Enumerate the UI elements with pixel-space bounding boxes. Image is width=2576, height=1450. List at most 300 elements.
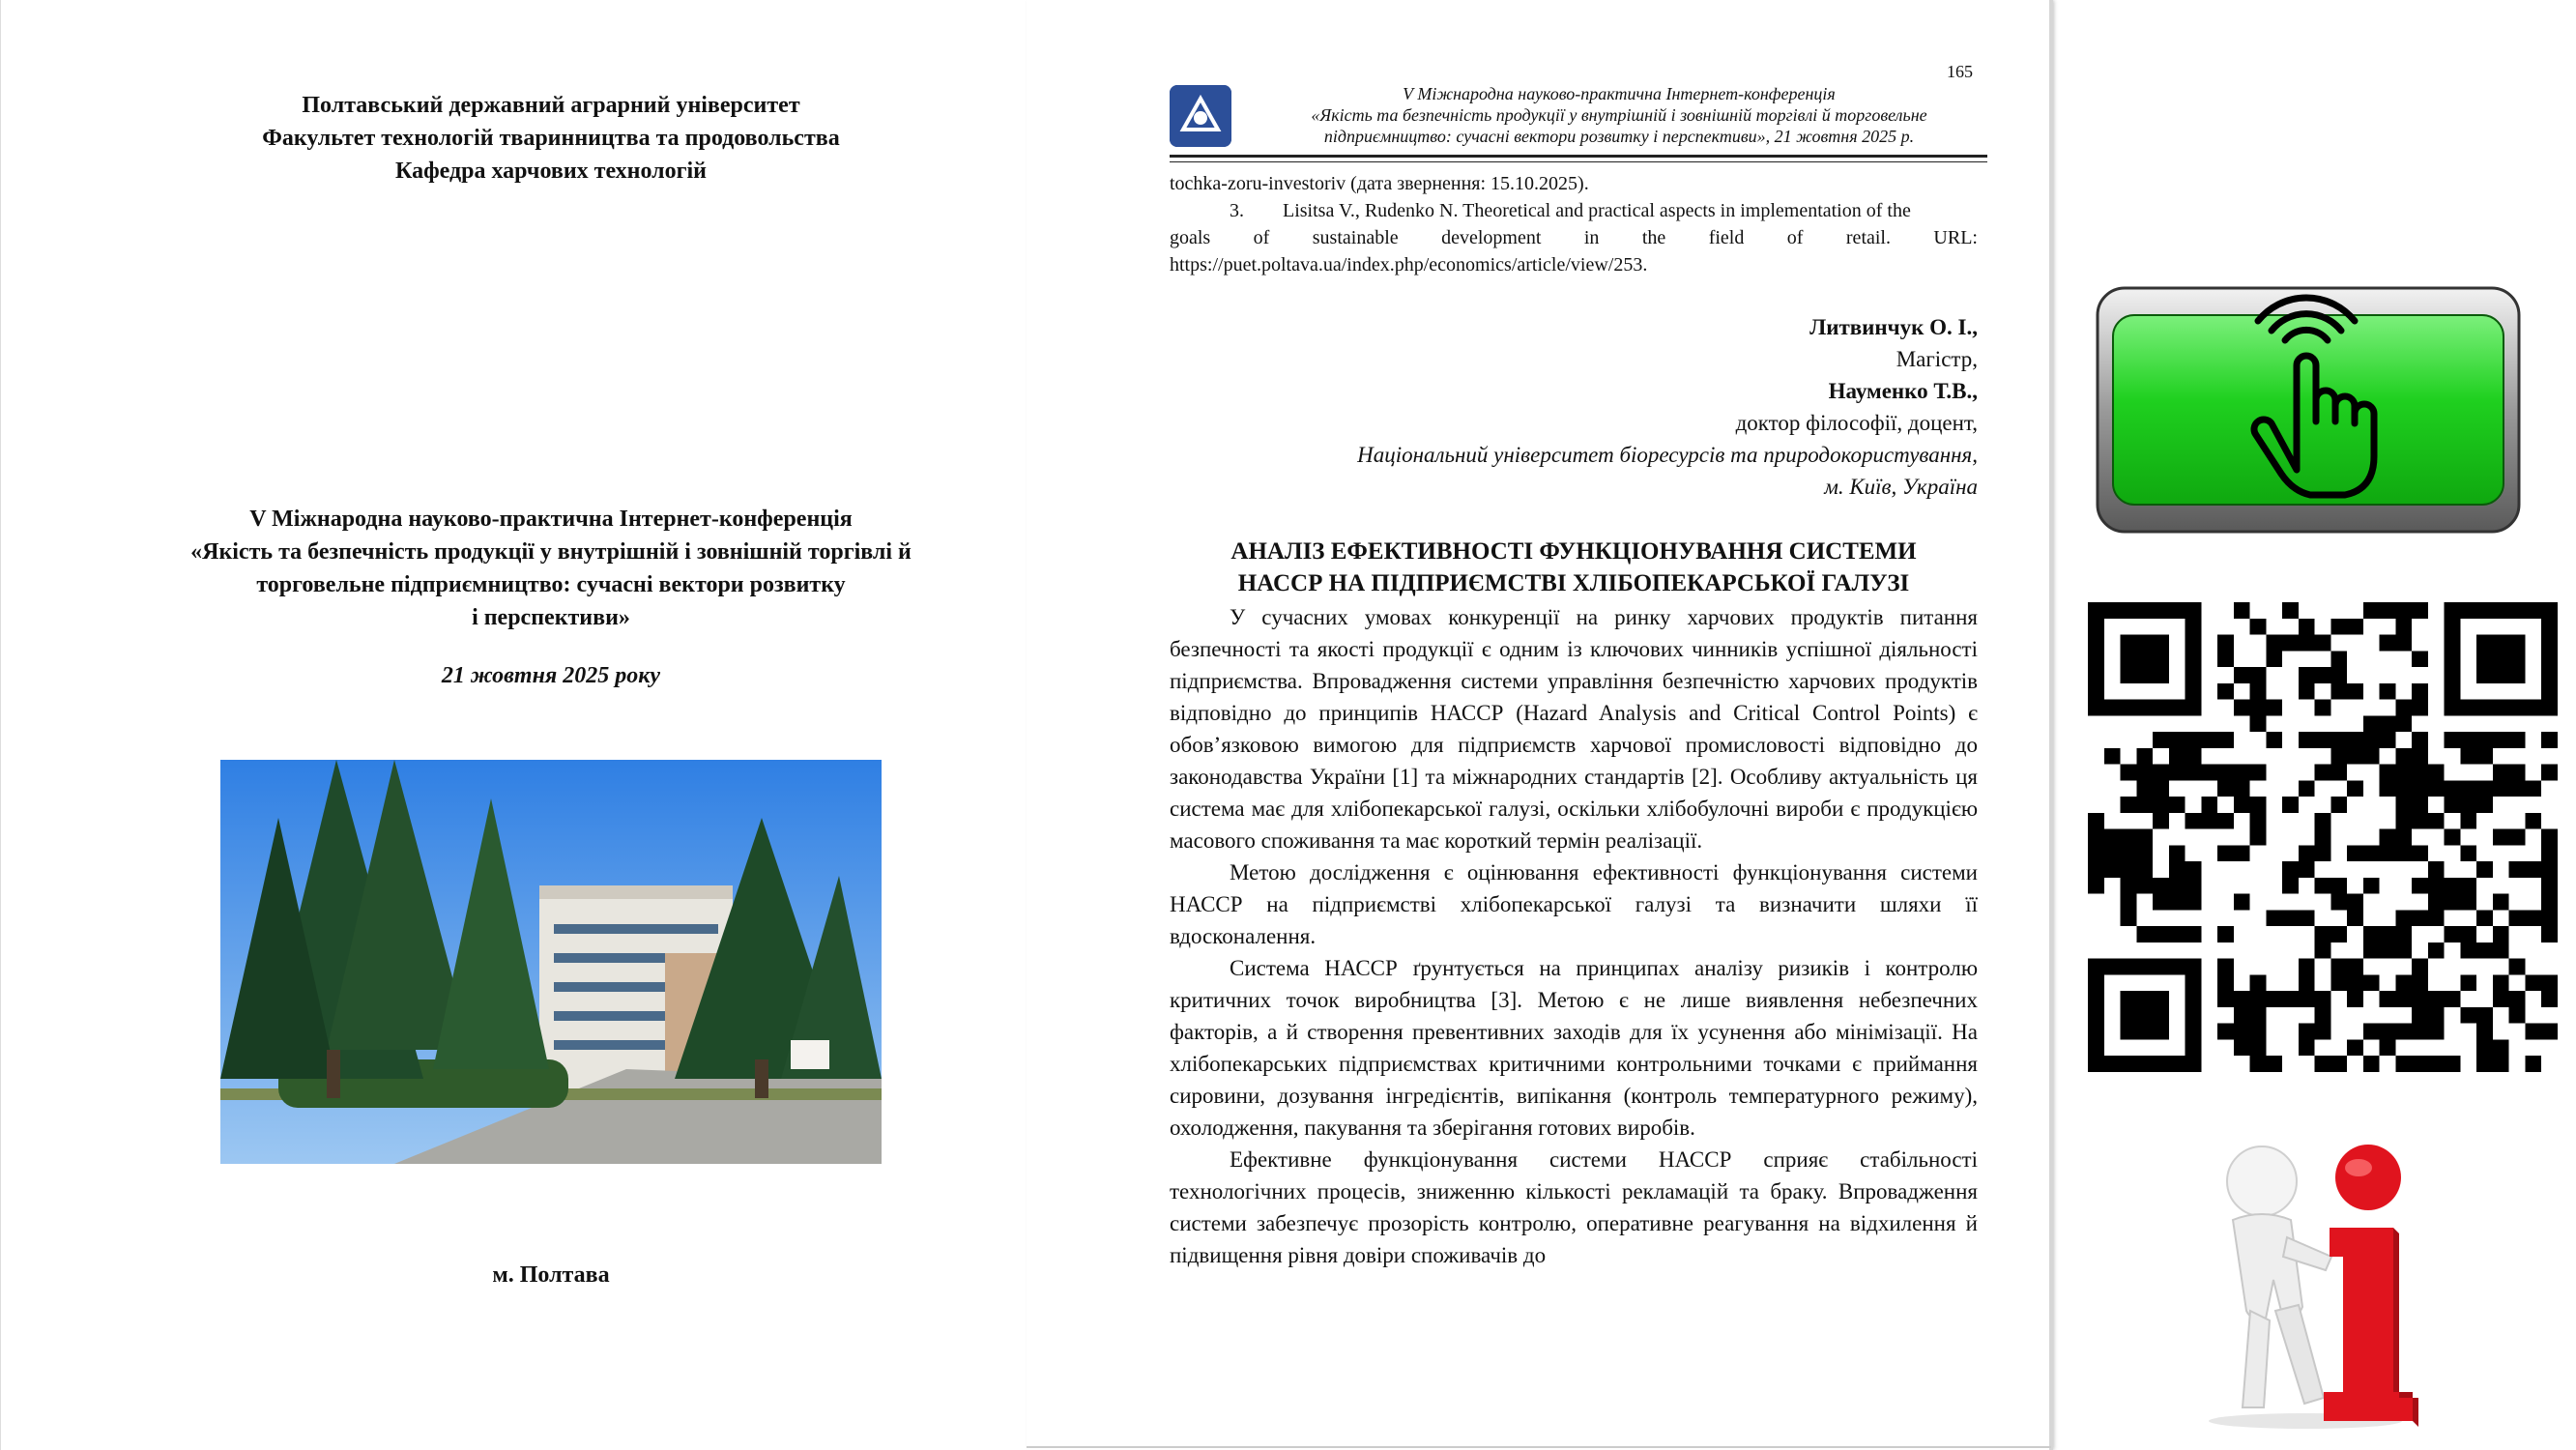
qr-module: [2460, 732, 2476, 748]
qr-module: [2347, 894, 2363, 911]
article-title-line-1: АНАЛІЗ ЕФЕКТИВНОСТІ ФУНКЦІОНУВАННЯ СИСТЕМИ: [1230, 538, 1917, 565]
qr-module: [2153, 651, 2169, 667]
references: [1170, 170, 1978, 278]
qr-module: [2380, 829, 2396, 846]
qr-module: [2347, 910, 2363, 926]
qr-module: [2234, 894, 2250, 911]
qr-module: [2136, 700, 2153, 716]
article-title-line-2: НАССР НА ПІДПРИЄМСТВІ ХЛІБОПЕКАРСЬКОЇ ГАЛУЗІ: [1237, 570, 1910, 596]
qr-module: [2330, 797, 2347, 813]
qr-module: [2445, 1056, 2461, 1072]
author-2-name: Науменко Т.В.,: [1828, 379, 1978, 403]
qr-module: [2088, 1056, 2104, 1072]
qr-module: [2428, 910, 2445, 926]
qr-module: [2460, 878, 2476, 894]
qr-module: [2541, 991, 2558, 1007]
qr-module: [2412, 732, 2428, 748]
qr-module: [2136, 765, 2153, 781]
qr-module: [2136, 797, 2153, 813]
qr-module: [2445, 635, 2461, 652]
qr-module: [2363, 845, 2380, 861]
qr-module: [2315, 845, 2331, 861]
qr-module: [2088, 635, 2104, 652]
qr-module: [2509, 861, 2526, 878]
qr-module: [2428, 765, 2445, 781]
qr-module: [2185, 894, 2202, 911]
qr-module: [2395, 748, 2412, 765]
qr-module: [2380, 780, 2396, 797]
qr-module: [2104, 1056, 2121, 1072]
qr-module: [2445, 651, 2461, 667]
qr-module: [2525, 910, 2541, 926]
qr-module: [2476, 942, 2493, 959]
qr-module: [2330, 878, 2347, 894]
qr-module: [2250, 829, 2267, 846]
qr-module: [2509, 829, 2526, 846]
qr-module: [2315, 813, 2331, 829]
qr-module: [2347, 1039, 2363, 1056]
qr-module: [2315, 991, 2331, 1007]
qr-module: [2315, 700, 2331, 716]
qr-module: [2493, 829, 2509, 846]
qr-module: [2412, 1007, 2428, 1024]
qr-module: [2088, 700, 2104, 716]
qr-module: [2299, 1024, 2315, 1040]
qr-module: [2153, 991, 2169, 1007]
qr-module: [2380, 1039, 2396, 1056]
qr-module: [2380, 635, 2396, 652]
qr-module: [2299, 991, 2315, 1007]
qr-module: [2363, 878, 2380, 894]
qr-module: [2088, 845, 2104, 861]
author-1-name: Литвинчук О. І.,: [1809, 315, 1978, 339]
city: м. Полтава: [492, 1262, 610, 1288]
qr-module: [2380, 683, 2396, 700]
qr-module: [2136, 1056, 2153, 1072]
qr-module: [2525, 780, 2541, 797]
qr-module: [2395, 797, 2412, 813]
qr-module: [2315, 878, 2331, 894]
qr-module: [2250, 667, 2267, 683]
qr-module: [2363, 1056, 2380, 1072]
qr-module: [2476, 667, 2493, 683]
qr-module: [2460, 926, 2476, 942]
qr-module: [2217, 765, 2234, 781]
conference-line-2: «Якість та безпечність продукції у внутрішній і зовнішній торгівлі й: [190, 539, 912, 565]
qr-module: [2136, 635, 2153, 652]
qr-module: [2412, 748, 2428, 765]
department-name: Кафедра харчових технологій: [394, 159, 707, 184]
qr-module: [2380, 602, 2396, 619]
qr-module: [2299, 683, 2315, 700]
qr-module: [2541, 974, 2558, 991]
qr-module: [2153, 635, 2169, 652]
qr-module: [2412, 1056, 2428, 1072]
qr-module: [2476, 700, 2493, 716]
qr-module: [2509, 910, 2526, 926]
qr-module: [2445, 667, 2461, 683]
qr-module: [2541, 861, 2558, 878]
qr-module: [2347, 619, 2363, 635]
university-header: [0, 89, 1102, 188]
qr-module: [2250, 700, 2267, 716]
qr-module: [2493, 651, 2509, 667]
qr-module: [2460, 700, 2476, 716]
qr-module: [2445, 619, 2461, 635]
qr-module: [2282, 861, 2299, 878]
qr-module: [2153, 1056, 2169, 1072]
qr-module: [2445, 926, 2461, 942]
header-rule-thick: [1170, 155, 1987, 158]
qr-module: [2460, 748, 2476, 765]
qr-module: [2445, 602, 2461, 619]
qr-module: [2380, 942, 2396, 959]
qr-module: [2234, 700, 2250, 716]
qr-module: [2412, 683, 2428, 700]
qr-module: [2428, 878, 2445, 894]
qr-module: [2121, 1056, 2137, 1072]
running-header: [1257, 83, 1982, 147]
qr-module: [2136, 991, 2153, 1007]
qr-module: [2330, 683, 2347, 700]
left-page: [0, 0, 1027, 1450]
qr-module: [2169, 861, 2185, 878]
qr-module: [2395, 1056, 2412, 1072]
qr-module: [2380, 991, 2396, 1007]
qr-module: [2121, 602, 2137, 619]
qr-module: [2525, 974, 2541, 991]
qr-module: [2363, 926, 2380, 942]
qr-module: [2250, 813, 2267, 829]
qr-module: [2541, 845, 2558, 861]
qr-module: [2088, 878, 2104, 894]
reference-3-line-2: goals of sustainable development in the field of retail. URL:: [1170, 227, 1978, 248]
qr-module: [2153, 765, 2169, 781]
qr-module: [2347, 780, 2363, 797]
qr-module: [2509, 959, 2526, 975]
qr-module: [2525, 1056, 2541, 1072]
qr-module: [2412, 700, 2428, 716]
qr-module: [2412, 959, 2428, 975]
qr-module: [2428, 780, 2445, 797]
qr-module: [2136, 651, 2153, 667]
qr-module: [2169, 700, 2185, 716]
qr-module: [2217, 683, 2234, 700]
qr-module: [2121, 700, 2137, 716]
qr-module: [2525, 602, 2541, 619]
qr-module: [2330, 667, 2347, 683]
page-divider: [2049, 0, 2053, 1450]
qr-module: [2380, 926, 2396, 942]
qr-module: [2185, 991, 2202, 1007]
qr-module: [2153, 813, 2169, 829]
qr-module: [2299, 910, 2315, 926]
university-name: Полтавський державний аграрний університет: [302, 93, 800, 118]
qr-module: [2299, 845, 2315, 861]
qr-module: [2395, 813, 2412, 829]
qr-module: [2445, 829, 2461, 846]
qr-module: [2460, 813, 2476, 829]
qr-module: [2541, 732, 2558, 748]
reference-3-url: https://puet.poltava.ua/index.php/economics/article/view/253.: [1170, 254, 1648, 276]
qr-module: [2169, 748, 2185, 765]
qr-module: [2476, 1056, 2493, 1072]
conference-date: 21 жовтня 2025 року: [441, 663, 661, 688]
qr-module: [2476, 797, 2493, 813]
qr-module: [2169, 894, 2185, 911]
qr-module: [2541, 602, 2558, 619]
qr-module: [2493, 894, 2509, 911]
qr-module: [2330, 926, 2347, 942]
qr-module: [2282, 910, 2299, 926]
article-body: [1170, 601, 1978, 1271]
qr-module: [2493, 991, 2509, 1007]
qr-module: [2185, 748, 2202, 765]
qr-module: [2363, 715, 2380, 732]
qr-module: [2541, 878, 2558, 894]
qr-module: [2299, 959, 2315, 975]
qr-module: [2234, 1007, 2250, 1024]
qr-module: [2315, 829, 2331, 846]
qr-module: [2217, 926, 2234, 942]
qr-module: [2445, 878, 2461, 894]
qr-module: [2136, 926, 2153, 942]
qr-module: [2493, 765, 2509, 781]
qr-module: [2185, 667, 2202, 683]
qr-module: [2217, 780, 2234, 797]
qr-module: [2121, 845, 2137, 861]
qr-module: [2347, 959, 2363, 975]
qr-module: [2541, 619, 2558, 635]
qr-module: [2169, 1056, 2185, 1072]
qr-module: [2234, 765, 2250, 781]
qr-module: [2476, 651, 2493, 667]
qr-module: [2088, 861, 2104, 878]
qr-module: [2088, 1007, 2104, 1024]
qr-module: [2493, 1056, 2509, 1072]
qr-module: [2121, 765, 2137, 781]
qr-module: [2250, 1056, 2267, 1072]
qr-module: [2266, 991, 2282, 1007]
qr-module: [2509, 732, 2526, 748]
qr-module: [2153, 667, 2169, 683]
qr-module: [2185, 651, 2202, 667]
qr-module: [2185, 959, 2202, 975]
qr-module: [2428, 1024, 2445, 1040]
qr-module: [2169, 602, 2185, 619]
qr-module: [2395, 602, 2412, 619]
qr-module: [2136, 829, 2153, 846]
qr-module: [2428, 1056, 2445, 1072]
qr-module: [2412, 1024, 2428, 1040]
qr-module: [2153, 878, 2169, 894]
qr-module: [2493, 942, 2509, 959]
qr-module: [2153, 926, 2169, 942]
qr-module: [2153, 959, 2169, 975]
qr-module: [2509, 1007, 2526, 1024]
qr-module: [2541, 700, 2558, 716]
qr-module: [2476, 732, 2493, 748]
qr-module: [2460, 894, 2476, 911]
qr-module: [2299, 861, 2315, 878]
qr-module: [2541, 765, 2558, 781]
qr-module: [2363, 942, 2380, 959]
qr-module: [2428, 942, 2445, 959]
qr-module: [2509, 602, 2526, 619]
qr-module: [2493, 732, 2509, 748]
qr-module: [2266, 732, 2282, 748]
conference-title: [0, 503, 1102, 634]
qr-module: [2250, 1007, 2267, 1024]
qr-module: [2493, 1039, 2509, 1056]
qr-module: [2315, 1056, 2331, 1072]
qr-module: [2445, 797, 2461, 813]
qr-module: [2363, 602, 2380, 619]
qr-module: [2185, 926, 2202, 942]
qr-module: [2169, 845, 2185, 861]
qr-module: [2445, 894, 2461, 911]
qr-module: [2266, 651, 2282, 667]
qr-module: [2445, 700, 2461, 716]
qr-module: [2121, 910, 2137, 926]
qr-module: [2234, 1039, 2250, 1056]
qr-module: [2330, 894, 2347, 911]
qr-module: [2136, 602, 2153, 619]
touch-press-button[interactable]: [2096, 286, 2521, 534]
qr-module: [2266, 700, 2282, 716]
qr-module: [2185, 619, 2202, 635]
qr-module: [2330, 959, 2347, 975]
qr-module: [2136, 780, 2153, 797]
qr-module: [2395, 1024, 2412, 1040]
qr-module: [2088, 813, 2104, 829]
qr-module: [2395, 845, 2412, 861]
qr-module: [2541, 894, 2558, 911]
qr-module: [2347, 974, 2363, 991]
qr-module: [2153, 1007, 2169, 1024]
qr-module: [2476, 748, 2493, 765]
qr-module: [2380, 1024, 2396, 1040]
qr-module: [2395, 829, 2412, 846]
qr-module: [2395, 991, 2412, 1007]
qr-module: [2412, 878, 2428, 894]
qr-module: [2217, 635, 2234, 652]
qr-module: [2185, 700, 2202, 716]
qr-module: [2330, 1056, 2347, 1072]
qr-module: [2330, 619, 2347, 635]
page-number: 165: [1947, 62, 1973, 81]
qr-module: [2299, 732, 2315, 748]
qr-module: [2395, 926, 2412, 942]
qr-module: [2460, 602, 2476, 619]
qr-module: [2153, 700, 2169, 716]
qr-module: [2217, 651, 2234, 667]
qr-module: [2493, 974, 2509, 991]
qr-module: [2217, 974, 2234, 991]
qr-module: [2412, 974, 2428, 991]
qr-module: [2282, 635, 2299, 652]
qr-module: [2460, 1007, 2476, 1024]
qr-module: [2541, 829, 2558, 846]
qr-module: [2428, 813, 2445, 829]
qr-module: [2121, 878, 2137, 894]
qr-module: [2412, 765, 2428, 781]
qr-module: [2217, 845, 2234, 861]
qr-module: [2380, 732, 2396, 748]
qr-module: [2395, 942, 2412, 959]
qr-module: [2250, 1024, 2267, 1040]
qr-module: [2136, 959, 2153, 975]
qr-module: [2153, 602, 2169, 619]
qr-module: [2445, 780, 2461, 797]
qr-module: [2169, 959, 2185, 975]
qr-module: [2185, 813, 2202, 829]
qr-module: [2525, 700, 2541, 716]
running-header-line-1: V Міжнародна науково-практична Інтернет-конференція: [1403, 84, 1836, 103]
qr-module: [2445, 732, 2461, 748]
qr-module: [2412, 651, 2428, 667]
qr-module: [2428, 991, 2445, 1007]
qr-module: [2476, 602, 2493, 619]
qr-module: [2169, 732, 2185, 748]
qr-module: [2185, 878, 2202, 894]
qr-module: [2330, 651, 2347, 667]
qr-module: [2088, 602, 2104, 619]
qr-module: [2121, 667, 2137, 683]
qr-module: [2412, 813, 2428, 829]
qr-module: [2493, 926, 2509, 942]
info-figure-icon: [2194, 1131, 2436, 1431]
header-rule-thin: [1170, 161, 1987, 162]
qr-module: [2185, 732, 2202, 748]
qr-module: [2088, 667, 2104, 683]
qr-module: [2363, 1024, 2380, 1040]
qr-code-icon[interactable]: [2088, 601, 2558, 1073]
qr-module: [2347, 732, 2363, 748]
qr-module: [2363, 974, 2380, 991]
qr-module: [2412, 845, 2428, 861]
qr-module: [2282, 797, 2299, 813]
qr-module: [2185, 765, 2202, 781]
qr-module: [2104, 959, 2121, 975]
faculty-name: Факультет технологій тваринництва та продовольства: [262, 126, 840, 151]
qr-module: [2476, 1039, 2493, 1056]
qr-module: [2412, 991, 2428, 1007]
qr-module: [2395, 619, 2412, 635]
qr-module: [2121, 651, 2137, 667]
qr-module: [2185, 635, 2202, 652]
qr-module: [2217, 813, 2234, 829]
qr-module: [2250, 1039, 2267, 1056]
qr-module: [2234, 780, 2250, 797]
campus-photo: [220, 760, 882, 1164]
qr-module: [2185, 861, 2202, 878]
qr-module: [2395, 780, 2412, 797]
paragraph: У сучасних умовах конкуренції на ринку харчових продуктів питання безпечності та якості продукції є одним із ключових чинників успішної діяльності підприємства. Впровадження системи управління безпечністю харчових продуктів відповідно до принципів НАССР (Hazard Analysis and Critical Control Points) є обов’язковою вимогою для підприємств харчової промисловості відповідно до законодавства України [1] та міжнародних стандартів [2]. Особливу актуальність ця система має для хлібопекарської галузі, оскільки хлібобулочні вироби є продукцією масового споживання та має короткий термін реалізації.: [1170, 605, 1978, 853]
qr-module: [2169, 765, 2185, 781]
qr-module: [2136, 748, 2153, 765]
qr-module: [2476, 861, 2493, 878]
qr-module: [2136, 1007, 2153, 1024]
qr-module: [2104, 829, 2121, 846]
qr-module: [2266, 635, 2282, 652]
qr-module: [2395, 910, 2412, 926]
qr-module: [2380, 845, 2396, 861]
qr-module: [2476, 780, 2493, 797]
qr-module: [2330, 974, 2347, 991]
qr-module: [2541, 926, 2558, 942]
qr-module: [2380, 765, 2396, 781]
